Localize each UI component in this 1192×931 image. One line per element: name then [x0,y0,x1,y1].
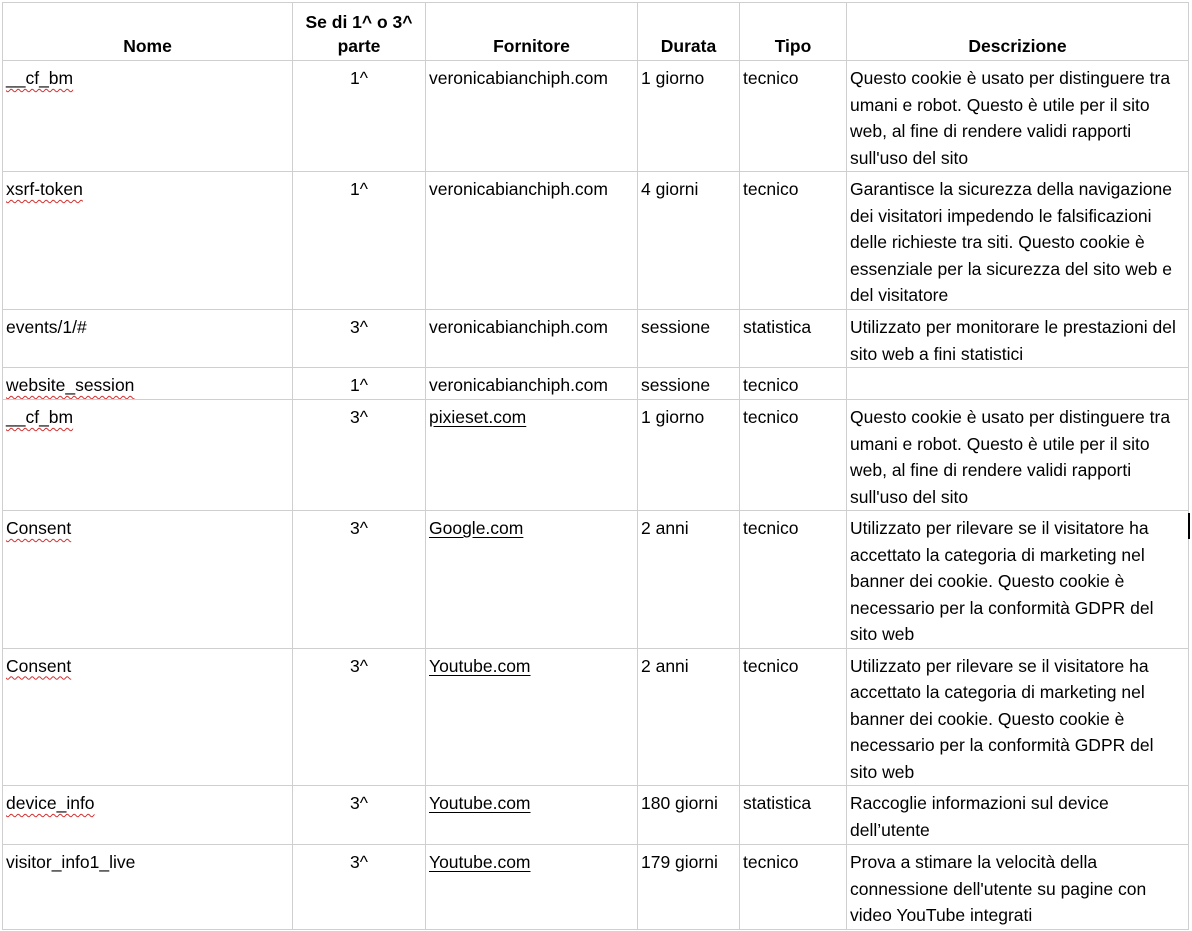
provider: veronicabianchiph.com [429,317,608,337]
cell-descrizione[interactable]: Utilizzato per rilevare se il visitatore ha accettato la categoria di marketing nel banner dei cookie. Questo cookie è necessario per la conformità GDPR del sito web [847,511,1189,649]
cell-tipo[interactable]: tecnico [740,61,847,172]
table-row [3,786,1189,845]
table-row [3,648,1189,786]
table-row [3,368,1189,400]
header-row [3,3,1189,61]
cell-nome[interactable] [3,172,293,310]
cell-fornitore[interactable] [426,511,638,649]
cell-tipo[interactable]: tecnico [740,648,847,786]
cell-parte[interactable]: 1^ [293,172,426,310]
cell-durata[interactable]: sessione [638,368,740,400]
table-row [3,845,1189,930]
cell-tipo[interactable]: tecnico [740,845,847,930]
cell-fornitore[interactable] [426,845,638,930]
cell-durata[interactable]: 180 giorni [638,786,740,845]
cell-fornitore[interactable] [426,172,638,310]
cell-parte[interactable]: 3^ [293,786,426,845]
cell-descrizione[interactable] [847,368,1189,400]
header-descrizione: Descrizione [847,3,1189,61]
cell-durata[interactable]: sessione [638,310,740,368]
cell-tipo[interactable]: tecnico [740,368,847,400]
cell-tipo[interactable]: statistica [740,310,847,368]
header-durata: Durata [638,3,740,61]
cookie-table [2,2,1189,930]
cell-durata[interactable]: 2 anni [638,511,740,649]
cell-descrizione[interactable]: Utilizzato per monitorare le prestazioni del sito web a fini statistici [847,310,1189,368]
cell-nome[interactable] [3,400,293,511]
table-row [3,310,1189,368]
cell-descrizione[interactable]: Raccoglie informazioni sul device dell’utente [847,786,1189,845]
cell-parte[interactable]: 3^ [293,400,426,511]
cell-parte[interactable]: 1^ [293,61,426,172]
header-nome: Nome [3,3,293,61]
table-row [3,511,1189,649]
cell-durata[interactable]: 1 giorno [638,400,740,511]
cell-parte[interactable]: 3^ [293,310,426,368]
provider-link[interactable]: pixieset.com [429,407,527,427]
cell-parte[interactable]: 3^ [293,648,426,786]
cookie-name: __cf_bm [6,407,74,427]
cell-nome[interactable] [3,648,293,786]
cell-durata[interactable]: 1 giorno [638,61,740,172]
header-fornitore: Fornitore [426,3,638,61]
provider-link[interactable]: Youtube.com [429,655,531,676]
cookie-name: xsrf-token [6,179,83,199]
cell-parte[interactable]: 3^ [293,511,426,649]
table-row [3,400,1189,511]
cell-fornitore[interactable] [426,368,638,400]
cell-tipo[interactable]: tecnico [740,172,847,310]
cell-parte[interactable]: 3^ [293,845,426,930]
cell-descrizione[interactable]: Questo cookie è usato per distinguere tra umani e robot. Questo è utile per il sito web, al fine di rendere validi rapporti sull'uso del sito [847,61,1189,172]
provider-link[interactable]: Google.com [429,518,524,538]
cell-durata[interactable]: 179 giorni [638,845,740,930]
cookie-name: visitor_info1_live [6,852,136,872]
cell-descrizione[interactable]: Garantisce la sicurezza della navigazione dei visitatori impedendo le falsificazioni delle richieste tra siti. Questo cookie è essenziale per la sicurezza del sito web e del visitatore [847,172,1189,310]
cookie-name: Consent [6,518,72,538]
cell-parte[interactable]: 1^ [293,368,426,400]
cell-tipo[interactable]: tecnico [740,511,847,649]
cell-fornitore[interactable] [426,400,638,511]
cell-fornitore[interactable] [426,648,638,786]
cell-nome[interactable] [3,61,293,172]
cookie-name: __cf_bm [6,68,74,88]
text-cursor [1188,513,1190,539]
cell-durata[interactable]: 2 anni [638,648,740,786]
provider-link[interactable]: Youtube.com [429,852,531,872]
table-row [3,61,1189,172]
cell-nome[interactable] [3,368,293,400]
provider: veronicabianchiph.com [429,68,608,88]
header-parte: Se di 1^ o 3^ parte [293,3,426,61]
cookie-name: device_info [6,793,95,813]
cell-nome[interactable] [3,845,293,930]
cookie-name: website_session [6,375,135,395]
cell-fornitore[interactable] [426,61,638,172]
cookie-name: Consent [6,655,72,676]
cell-tipo[interactable]: statistica [740,786,847,845]
cell-nome[interactable] [3,310,293,368]
cell-fornitore[interactable] [426,310,638,368]
provider: veronicabianchiph.com [429,375,608,395]
table-row [3,172,1189,310]
provider-link[interactable]: Youtube.com [429,793,531,813]
cell-nome[interactable] [3,786,293,845]
cell-nome[interactable] [3,511,293,649]
header-tipo: Tipo [740,3,847,61]
cell-durata[interactable]: 4 giorni [638,172,740,310]
cell-fornitore[interactable] [426,786,638,845]
cell-descrizione[interactable]: Questo cookie è usato per distinguere tra umani e robot. Questo è utile per il sito web, al fine di rendere validi rapporti sull'uso del sito [847,400,1189,511]
cell-descrizione[interactable]: Prova a stimare la velocità della connessione dell'utente su pagine con video YouTube integrati [847,845,1189,930]
cell-tipo[interactable]: tecnico [740,400,847,511]
cell-descrizione[interactable]: Utilizzato per rilevare se il visitatore ha accettato la categoria di marketing nel banner dei cookie. Questo cookie è necessario per la conformità GDPR del sito web [847,648,1189,786]
provider: veronicabianchiph.com [429,179,608,199]
cookie-name: events/1/# [6,317,87,337]
